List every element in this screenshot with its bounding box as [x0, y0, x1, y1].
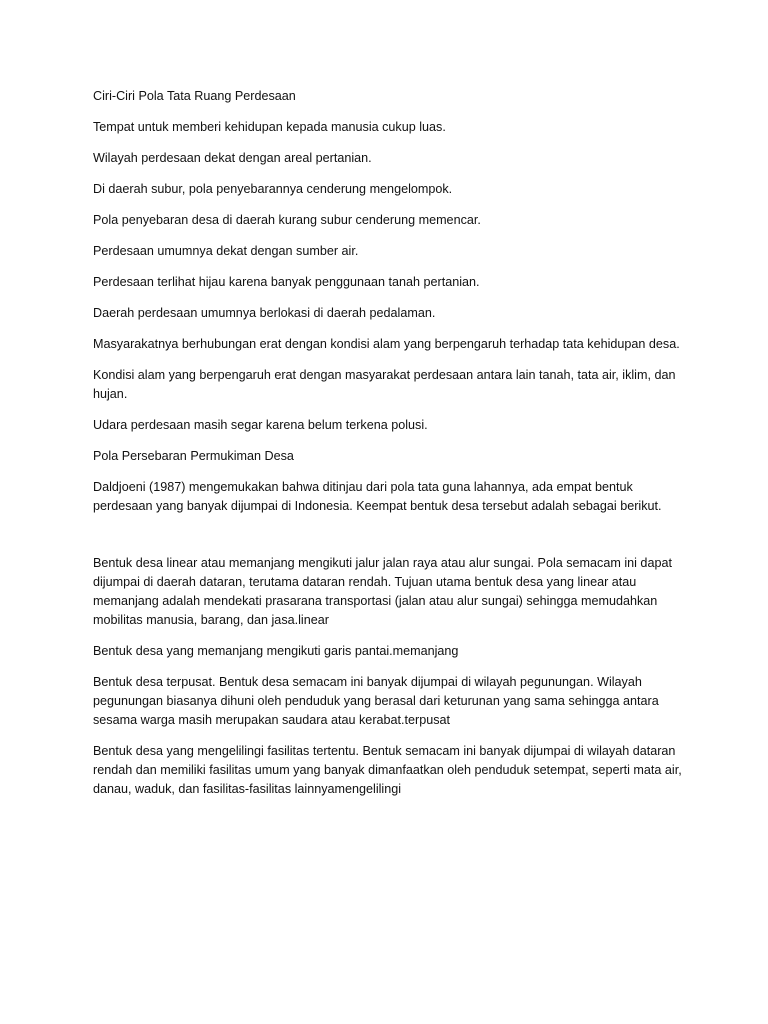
document-body	[93, 87, 683, 811]
characteristic-item: Perdesaan terlihat hijau karena banyak penggunaan tanah pertanian.	[93, 275, 480, 289]
characteristic-item: Pola penyebaran desa di daerah kurang subur cenderung memencar.	[93, 213, 481, 227]
intro-paragraph: Daldjoeni (1987) mengemukakan bahwa ditinjau dari pola tata guna lahannya, ada empat bentuk perdesaan yang banyak dijumpai di Indonesia. Keempat bentuk desa tersebut adalah sebagai berikut.	[93, 480, 662, 513]
form-item: Bentuk desa yang mengelilingi fasilitas tertentu. Bentuk semacam ini banyak dijumpai di wilayah dataran rendah dan memiliki fasilitas umum yang banyak dimanfaatkan oleh penduduk setempat, seperti mata air, danau, waduk, dan fasilitas-fasilitas lainnyamengelilingi	[93, 744, 682, 796]
form-item: Bentuk desa linear atau memanjang mengikuti jalur jalan raya atau alur sungai. Pola semacam ini dapat dijumpai di daerah dataran, terutama dataran rendah. Tujuan utama bentuk desa yang linear atau memanjang adalah mendekati prasarana transportasi (jalan atau alur sungai) sehingga memudahkan mobilitas manusia, barang, dan jasa.linear	[93, 556, 672, 627]
characteristic-item: Wilayah perdesaan dekat dengan areal pertanian.	[93, 151, 372, 165]
form-item: Bentuk desa yang memanjang mengikuti garis pantai.memanjang	[93, 644, 459, 658]
characteristic-item: Di daerah subur, pola penyebarannya cenderung mengelompok.	[93, 182, 453, 196]
characteristic-item: Masyarakatnya berhubungan erat dengan kondisi alam yang berpengaruh terhadap tata kehidupan desa.	[93, 337, 680, 351]
form-item: Bentuk desa terpusat. Bentuk desa semacam ini banyak dijumpai di wilayah pegunungan. Wilayah pegunungan biasanya dihuni oleh penduduk yang berasal dari keturunan yang sama sehingga antara sesama warga masih merupakan saudara atau kerabat.terpusat	[93, 675, 659, 727]
blank-line	[93, 528, 683, 554]
characteristic-item: Kondisi alam yang berpengaruh erat dengan masyarakat perdesaan antara lain tanah, tata air, iklim, dan hujan.	[93, 368, 676, 401]
characteristic-item: Daerah perdesaan umumnya berlokasi di daerah pedalaman.	[93, 306, 436, 320]
document-heading: Ciri-Ciri Pola Tata Ruang Perdesaan	[93, 89, 296, 103]
section-heading: Pola Persebaran Permukiman Desa	[93, 449, 294, 463]
characteristic-item: Perdesaan umumnya dekat dengan sumber air.	[93, 244, 359, 258]
characteristic-item: Tempat untuk memberi kehidupan kepada manusia cukup luas.	[93, 120, 446, 134]
characteristic-item: Udara perdesaan masih segar karena belum terkena polusi.	[93, 418, 428, 432]
